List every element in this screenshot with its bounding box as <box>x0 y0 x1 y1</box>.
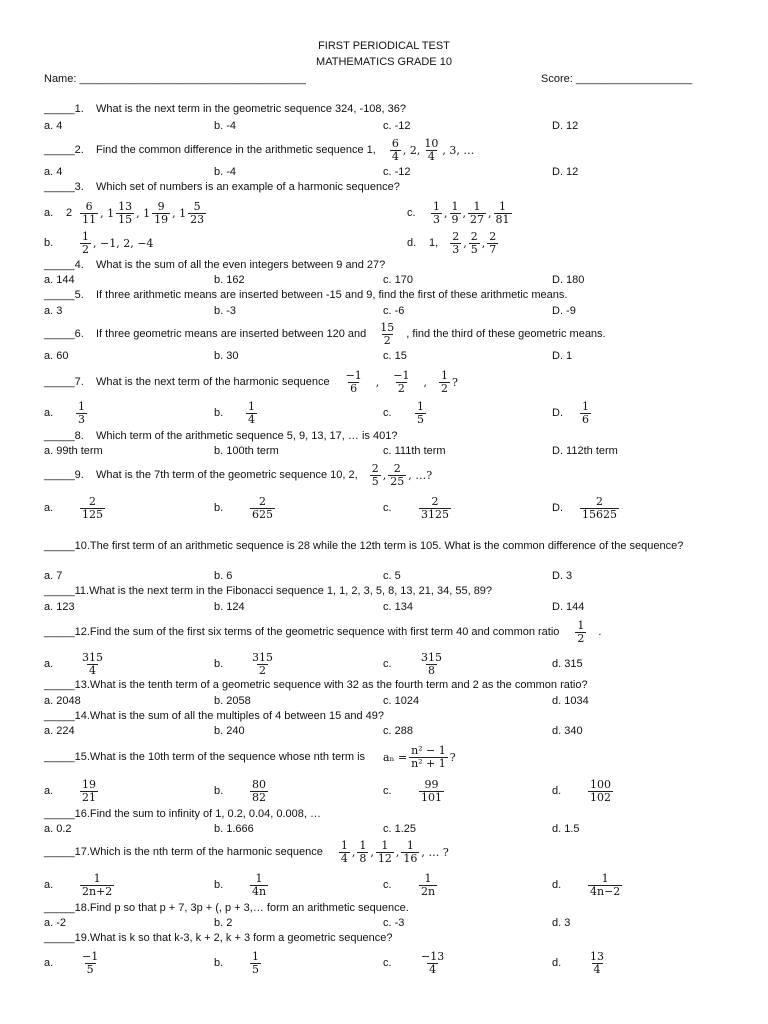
choice-b[interactable]: b. -3 <box>214 305 237 317</box>
choice-d[interactable]: d. 1 4n−2 <box>552 871 621 898</box>
choice-c[interactable]: c. -6 <box>383 305 405 317</box>
choice-b[interactable]: b. 162 <box>214 274 245 286</box>
choices-2 <box>44 166 744 182</box>
choice-d[interactable]: D. 180 <box>552 274 585 286</box>
choice-d[interactable]: d. 100 102 <box>552 777 611 804</box>
choice-b[interactable]: b. 80 82 <box>214 777 266 804</box>
question-6: _____6. If three geometric means are inserted between 120 and 15 2 , find the third of these geometric means. <box>44 320 606 347</box>
choices-9 <box>44 492 744 524</box>
choice-c[interactable]: c. 15 <box>383 350 407 362</box>
choice-b[interactable]: b. 2 <box>214 917 233 929</box>
choice-a[interactable]: a. 224 <box>44 725 75 737</box>
choice-a[interactable]: a. 4 <box>44 166 63 178</box>
choice-a[interactable]: a. 315 4 <box>44 650 103 677</box>
choice-c[interactable]: c. 1 5 <box>383 399 424 426</box>
choices-4 <box>44 274 744 290</box>
choice-b[interactable]: b. 2 625 <box>214 494 273 521</box>
choice-c[interactable]: c. 1024 <box>383 695 420 707</box>
choice-c[interactable]: c. 1.25 <box>383 823 417 835</box>
choice-b[interactable]: b. 1 4n <box>214 871 267 898</box>
test-subtitle: MATHEMATICS GRADE 10 <box>316 56 452 68</box>
question-7: _____7. What is the next term of the harmonic sequence −1 6 , −1 2 , 1 2 ? <box>44 368 458 395</box>
test-title: FIRST PERIODICAL TEST <box>318 40 450 52</box>
choice-b[interactable]: b. -4 <box>214 120 237 132</box>
question-9: _____9. What is the 7th term of the geometric sequence 10, 2, 2 5 , 2 25 , …? <box>44 461 433 488</box>
choice-b[interactable]: b. 100th term <box>214 445 279 457</box>
question-2: _____2. Find the common difference in the arithmetic sequence 1, 6 4 , 2, 10 4 , 3, … <box>44 136 475 163</box>
choices-3b <box>44 228 744 258</box>
choice-c[interactable]: c. 288 <box>383 725 413 737</box>
choice-c[interactable]: c. -12 <box>383 120 411 132</box>
choice-a[interactable]: a. 0.2 <box>44 823 72 835</box>
question-8: _____8. Which term of the arithmetic sequence 5, 9, 13, 17, … is 401? <box>44 430 398 442</box>
choice-c[interactable]: c. 1 2n <box>383 871 436 898</box>
choices-12 <box>44 648 744 680</box>
question-12: _____12. Find the sum of the first six terms of the geometric sequence with first term 40 and common ratio 1 2 . <box>44 618 602 645</box>
choice-d[interactable]: d. 13 4 <box>552 949 604 976</box>
choice-c[interactable]: c. 170 <box>383 274 413 286</box>
choice-a[interactable]: a. 4 <box>44 120 63 132</box>
choice-d[interactable]: D. 1 6 <box>552 399 589 426</box>
choice-b[interactable]: b. -4 <box>214 166 237 178</box>
choice-a[interactable]: a. 2 125 <box>44 494 103 521</box>
choice-a[interactable]: a. 19 21 <box>44 777 96 804</box>
choice-a[interactable]: a. 2048 <box>44 695 81 707</box>
choice-b[interactable]: b. 6 <box>214 570 233 582</box>
question-1: _____1. What is the next term in the geometric sequence 324, -108, 36? <box>44 103 407 115</box>
choices-10 <box>44 570 744 586</box>
choice-b[interactable]: b. 1 4 <box>214 399 255 426</box>
fraction: 10 4 <box>424 136 439 163</box>
choice-a[interactable]: a. -2 <box>44 917 67 929</box>
question-15: _____15. What is the 10th term of the sequence whose nth term is aₙ = $\frac{\text{n² − 1}}{\text{n² + 1}}$ ? <box>44 743 456 770</box>
choice-b[interactable]: b. 1.666 <box>214 823 254 835</box>
choice-d[interactable]: D. 144 <box>552 601 585 613</box>
choices-3a <box>44 197 744 229</box>
choice-b[interactable]: b. 30 <box>214 350 239 362</box>
choices-11 <box>44 601 744 617</box>
fraction: 6 4 <box>391 136 399 163</box>
choice-a[interactable]: a. 123 <box>44 601 75 613</box>
choice-c[interactable]: c. 1 3 , 1 9 , 1 27 , 1 81 <box>407 199 510 226</box>
choices-17 <box>44 869 744 901</box>
choice-b[interactable]: b. 1 5 <box>214 949 259 976</box>
choice-a[interactable]: a. 60 <box>44 350 69 362</box>
choice-c[interactable]: c. 134 <box>383 601 413 613</box>
choice-b[interactable]: b. 2058 <box>214 695 251 707</box>
choices-6 <box>44 350 744 366</box>
choice-d[interactable]: d. 1, 2 3 , 2 5 , 2 7 <box>407 229 497 256</box>
choice-d[interactable]: D. 12 <box>552 166 579 178</box>
choice-a[interactable]: a. 1 3 <box>44 399 85 426</box>
choice-c[interactable]: c. 315 8 <box>383 650 442 677</box>
choice-a[interactable]: a. 1 2n+2 <box>44 871 113 898</box>
question-17: _____17. Which is the nth term of the harmonic sequence 1 4 , 1 8 , 1 12 , 1 16 , … ? <box>44 838 449 865</box>
choice-b[interactable]: b. 1 2 , −1, 2, −4 <box>44 229 154 256</box>
choice-c[interactable]: c. 5 <box>383 570 401 582</box>
choice-c[interactable]: c. -12 <box>383 166 411 178</box>
choice-d[interactable]: D. 1 <box>552 350 573 362</box>
choice-c[interactable]: c. 2 3125 <box>383 494 449 521</box>
choice-d[interactable]: d. 340 <box>552 725 583 737</box>
choice-b[interactable]: b. 240 <box>214 725 245 737</box>
choices-13 <box>44 695 744 711</box>
question-3: _____3. Which set of numbers is an example of a harmonic sequence? <box>44 181 400 193</box>
question-5: _____5. If three arithmetic means are inserted between -15 and 9, find the first of these arithmetic means. <box>44 289 568 301</box>
choice-d[interactable]: D. 12 <box>552 120 579 132</box>
choices-15 <box>44 775 744 807</box>
name-field[interactable]: Name: _____________________________________ <box>44 73 306 85</box>
choice-d[interactable]: D. 112th term <box>552 445 618 457</box>
choices-18 <box>44 917 744 933</box>
choice-d[interactable]: d. 1.5 <box>552 823 580 835</box>
question-4: _____4. What is the sum of all the even integers between 9 and 27? <box>44 259 386 271</box>
score-field[interactable]: Score: ___________________ <box>541 73 693 85</box>
choice-a[interactable]: a. 3 <box>44 305 63 317</box>
choice-a[interactable]: a. 7 <box>44 570 63 582</box>
choice-a[interactable]: a. −1 5 <box>44 949 99 976</box>
choice-d[interactable]: d. 1034 <box>552 695 589 707</box>
choice-d[interactable]: d. 3 <box>552 917 571 929</box>
choice-d[interactable]: D. 3 <box>552 570 573 582</box>
choice-d[interactable]: D. 2 15625 <box>552 494 617 521</box>
choice-c[interactable]: c. −13 4 <box>383 949 445 976</box>
choice-b[interactable]: b. 124 <box>214 601 245 613</box>
question-11: _____11.What is the next term in the Fibonacci sequence 1, 1, 2, 3, 5, 8, 13, 21, 34, 55, 89? <box>44 585 493 597</box>
choice-a[interactable]: a. 144 <box>44 274 75 286</box>
choice-d[interactable]: d. 315 <box>552 658 583 670</box>
choices-14 <box>44 725 744 741</box>
question-13: _____13.What is the tenth term of a geometric sequence with 32 as the fourth term and 2 as the common ratio? <box>44 679 588 691</box>
question-16: _____16.Find the sum to infinity of 1, 0.2, 0.04, 0.008, … <box>44 808 322 820</box>
question-10: _____10.The first term of an arithmetic sequence is 28 while the 12th term is 105. What is the common difference of the sequence? <box>44 540 684 552</box>
choice-c[interactable]: c. -3 <box>383 917 405 929</box>
choice-a[interactable]: a. 2 6 11 , 1 13 15 , 1 9 19 , 1 5 23 <box>44 199 205 226</box>
question-19: _____19.What is k so that k-3, k + 2, k + 3 form a geometric sequence? <box>44 932 393 944</box>
choices-19 <box>44 947 744 979</box>
choice-c[interactable]: c. 111th term <box>383 445 446 457</box>
question-14: _____14.What is the sum of all the multiples of 4 between 15 and 49? <box>44 710 385 722</box>
question-18: _____18.Find p so that p + 7, 3p + (, p + 3,… form an arithmetic sequence. <box>44 902 409 914</box>
choice-d[interactable]: D. -9 <box>552 305 576 317</box>
choice-a[interactable]: a. 99th term <box>44 445 103 457</box>
choice-b[interactable]: b. 315 2 <box>214 650 273 677</box>
choices-7 <box>44 398 744 428</box>
choice-c[interactable]: c. 99 101 <box>383 777 442 804</box>
